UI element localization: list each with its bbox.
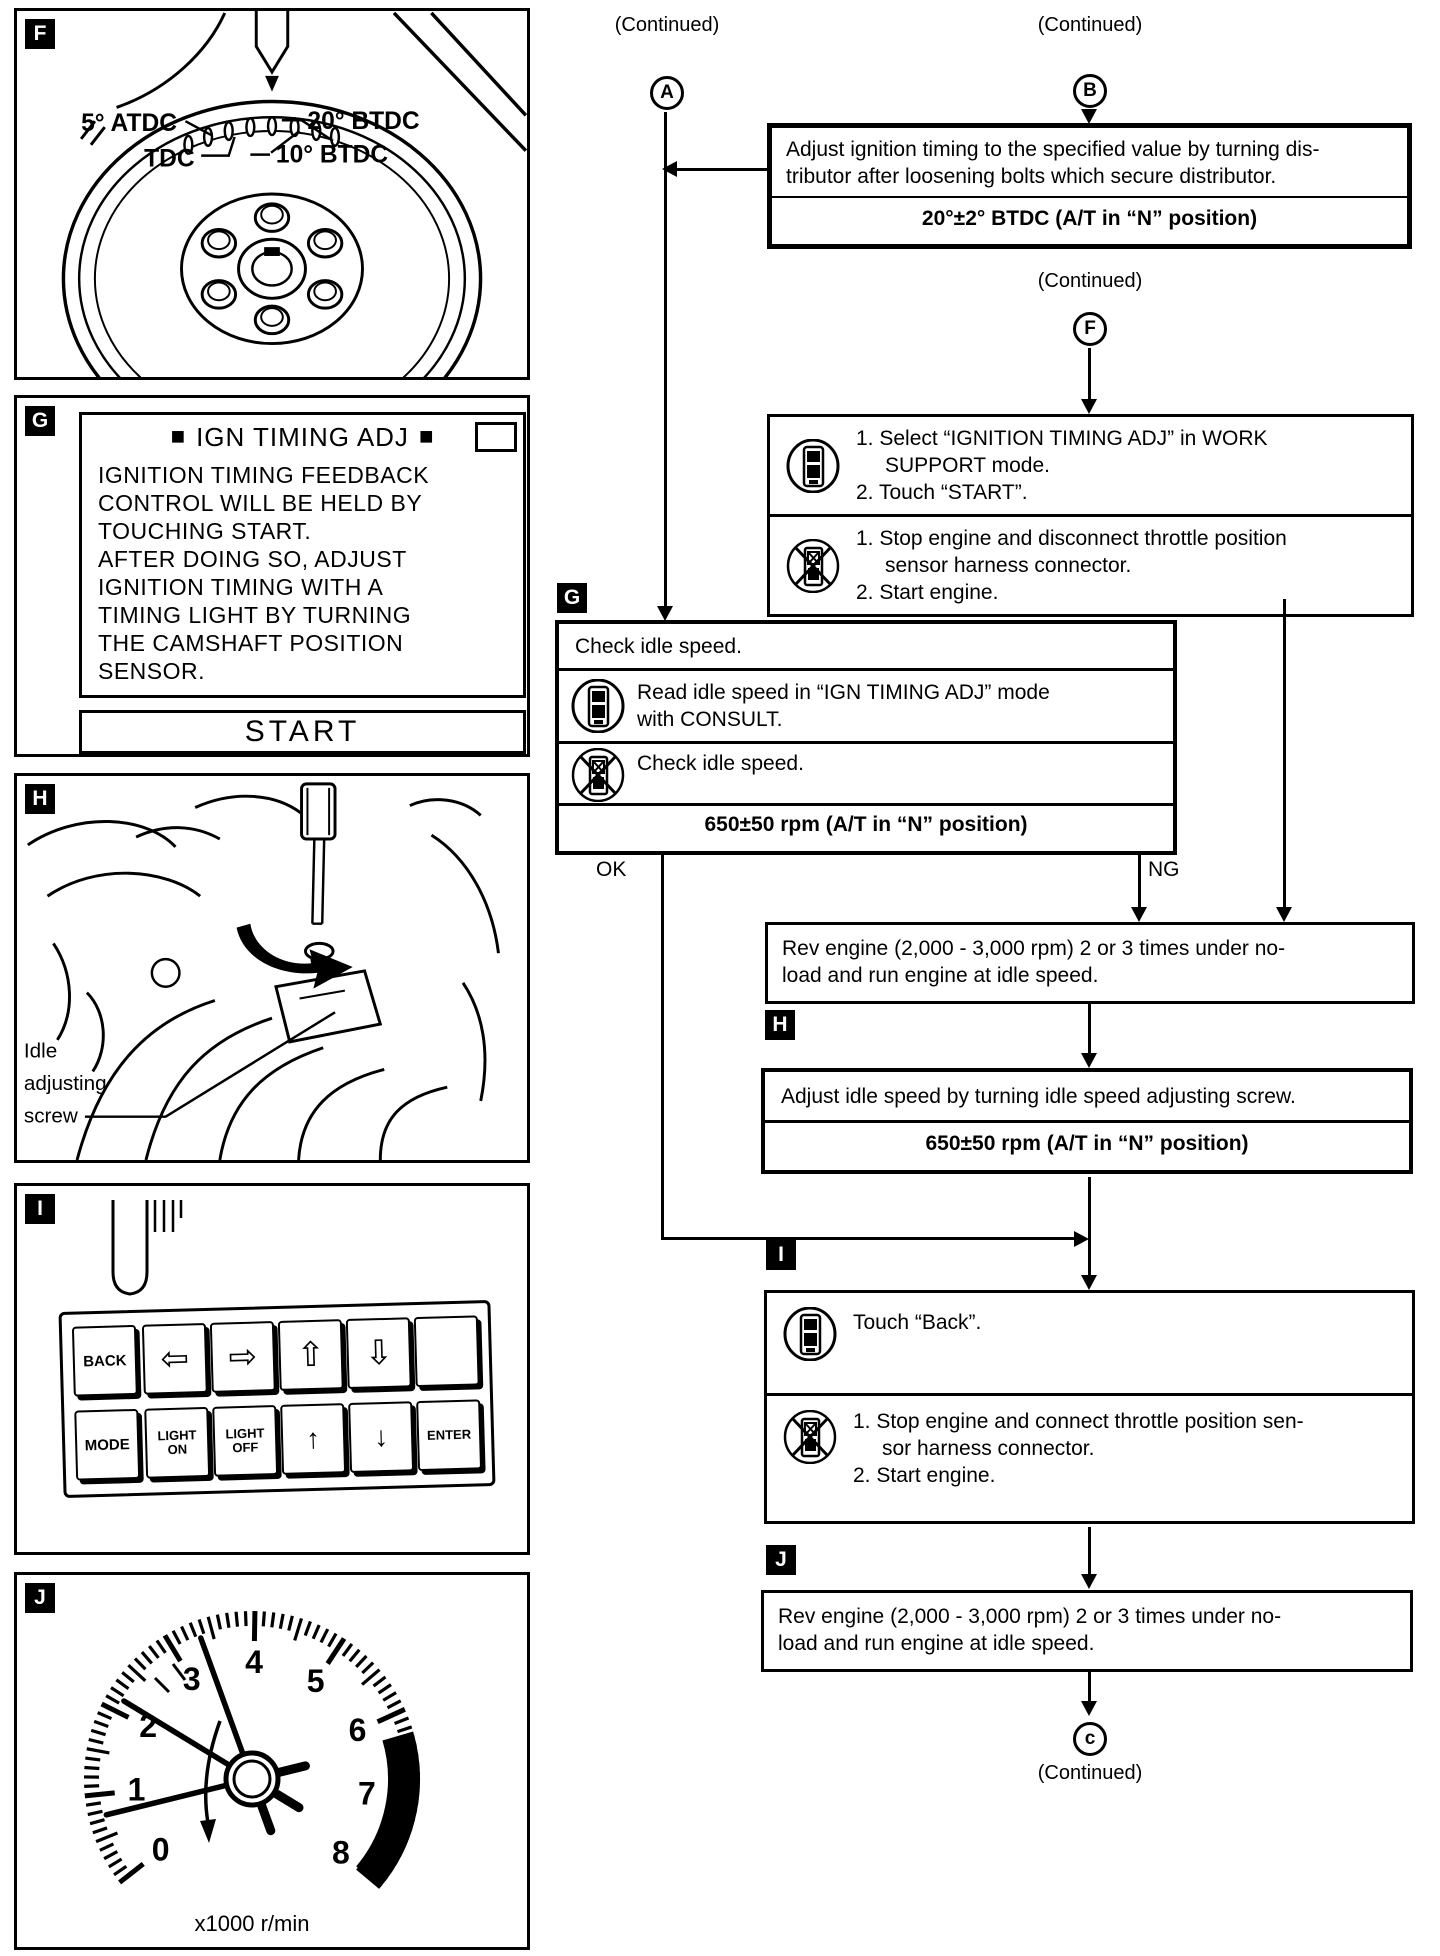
arrowhead — [1081, 109, 1097, 124]
connector-a: A — [650, 76, 684, 110]
svg-text:0: 0 — [151, 1831, 170, 1868]
box-text-line: tributor after loosening bolts which secure distributor. — [786, 165, 1277, 188]
panel-i-keypad — [14, 1183, 530, 1555]
line-ok-down — [661, 855, 664, 1239]
label-tdc: TDC — [144, 145, 195, 173]
line-down — [1088, 1672, 1091, 1702]
crank-pulley-illustration — [17, 11, 527, 377]
line-f-down — [1088, 348, 1091, 400]
idle-spec-value: 650±50 rpm (A/T in “N” position) — [704, 813, 1028, 836]
timing-pointer — [256, 11, 287, 72]
box-check-idle-speed — [555, 620, 1177, 855]
line-noconsult-to-rev — [1283, 599, 1286, 909]
svg-text:6: 6 — [348, 1711, 367, 1748]
consult-icon — [783, 1307, 837, 1361]
title-square-icon: ■ — [170, 423, 187, 450]
key-enter: ENTER — [416, 1399, 482, 1471]
callout-line: adjusting — [23, 1072, 107, 1096]
box-text-line: SUPPORT mode. — [885, 454, 1050, 477]
arrowhead — [1081, 1574, 1097, 1589]
key-arrow-up-icon: ⇧ — [278, 1319, 344, 1391]
no-consult-icon — [571, 748, 625, 802]
panel-tag-h: H — [25, 784, 55, 814]
panel-tag-i: I — [25, 1194, 55, 1224]
box-text-line: Check idle speed. — [637, 752, 804, 775]
screen-line: TIMING LIGHT BY TURNING — [98, 602, 412, 628]
no-consult-icon — [783, 1410, 837, 1464]
connector-b: B — [1073, 74, 1107, 108]
screen-line: AFTER DOING SO, ADJUST — [98, 546, 407, 572]
screen-line: IGNITION TIMING FEEDBACK — [98, 462, 430, 488]
key-light-off: LIGHT OFF — [212, 1405, 278, 1477]
screen-line: IGNITION TIMING WITH A — [98, 574, 384, 600]
screen-line: THE CAMSHAFT POSITION — [98, 630, 404, 656]
screen-line: TOUCHING START. — [98, 518, 312, 544]
box-rev-engine-1 — [765, 922, 1415, 1004]
title-square-icon: ■ — [418, 423, 435, 450]
key-blank — [414, 1315, 480, 1387]
box-text-line: Rev engine (2,000 - 3,000 rpm) 2 or 3 times under no- — [778, 1605, 1282, 1628]
screen-line: CONTROL WILL BE HELD BY — [98, 490, 423, 516]
callout-line: screw — [23, 1104, 78, 1128]
arrowhead — [1131, 907, 1147, 922]
flow-tag-j: J — [766, 1545, 796, 1575]
label-20-btdc: 20° BTDC — [307, 108, 420, 136]
box-text-line: 1. Stop engine and disconnect throttle position — [856, 527, 1287, 550]
consult-screen-title: ■ IGN TIMING ADJ ■ — [82, 415, 523, 459]
panel-g-consult-screen — [14, 395, 530, 757]
key-arrow-left-icon: ⇦ — [142, 1323, 208, 1395]
consult-icon — [786, 439, 840, 493]
arrowhead — [1276, 907, 1292, 922]
box-adjust-ignition-timing — [767, 123, 1412, 249]
continued-b-label: (Continued) — [1037, 14, 1143, 36]
start-button: START — [79, 710, 526, 754]
svg-text:7: 7 — [358, 1775, 376, 1812]
idle-spec-value: 650±50 rpm (A/T in “N” position) — [925, 1132, 1249, 1155]
box-text-line: sor harness connector. — [882, 1437, 1095, 1460]
panel-f-timing-marks — [14, 8, 530, 380]
line-down — [1088, 1004, 1091, 1054]
flow-tag-h: H — [765, 1010, 795, 1040]
key-light-on: LIGHT ON — [144, 1407, 210, 1479]
box-text-line: 1. Select “IGNITION TIMING ADJ” in WORK — [856, 427, 1268, 450]
consult-screen-body — [82, 459, 523, 685]
connector-c: c — [1073, 1722, 1107, 1756]
line-ok-across — [661, 1237, 1076, 1240]
svg-text:8: 8 — [331, 1834, 350, 1871]
line-a-down — [664, 112, 667, 608]
svg-text:4: 4 — [245, 1644, 263, 1681]
continued-a-label: (Continued) — [614, 14, 720, 36]
ng-label: NG — [1148, 858, 1180, 881]
label-10-btdc: 10° BTDC — [275, 141, 389, 169]
key-mode: MODE — [74, 1409, 140, 1481]
continued-f-label: (Continued) — [1037, 270, 1143, 292]
arrowhead — [1074, 1231, 1089, 1247]
key-down-icon: ↓ — [348, 1401, 414, 1473]
panel-j-tachometer — [14, 1572, 530, 1950]
connector-f: F — [1073, 312, 1107, 346]
consult-icon — [571, 679, 625, 733]
line-down — [1088, 1527, 1091, 1575]
box-text-line: with CONSULT. — [637, 708, 783, 731]
svg-text:5: 5 — [306, 1662, 325, 1699]
box-text-line: Adjust ignition timing to the specified value by turning dis- — [786, 138, 1320, 161]
callout-line: Idle — [23, 1039, 58, 1063]
box-touch-back — [764, 1290, 1415, 1524]
box-text-line: Touch “Back”. — [853, 1311, 982, 1334]
box-rev-engine-2 — [761, 1590, 1413, 1672]
panel-tag-f: F — [25, 19, 55, 49]
line-to-a — [676, 168, 767, 171]
consult-keypad — [58, 1300, 495, 1498]
line-down — [1088, 1177, 1091, 1276]
svg-text:3: 3 — [182, 1660, 201, 1697]
arrowhead — [1081, 1701, 1097, 1716]
arrowhead — [662, 161, 677, 177]
box-title: Check idle speed. — [575, 634, 742, 658]
no-consult-icon — [786, 539, 840, 593]
box-text-line: 2. Start engine. — [853, 1464, 996, 1487]
box-text-line: Rev engine (2,000 - 3,000 rpm) 2 or 3 times under no- — [782, 937, 1286, 960]
box-text-line: 2. Touch “START”. — [856, 481, 1028, 504]
box-text-line: Read idle speed in “IGN TIMING ADJ” mode — [637, 681, 1050, 704]
svg-text:2: 2 — [139, 1708, 158, 1745]
box-text-line: load and run engine at idle speed. — [778, 1632, 1095, 1655]
panel-tag-g: G — [25, 406, 55, 436]
continued-c-label: (Continued) — [1037, 1762, 1143, 1784]
ok-label: OK — [596, 858, 627, 881]
panel-h-engine — [14, 773, 530, 1163]
arrowhead — [1081, 1053, 1097, 1068]
box-text-line: 1. Stop engine and connect throttle position sen- — [853, 1410, 1304, 1433]
panel-tag-j: J — [25, 1583, 55, 1613]
box-adjust-idle-speed — [761, 1068, 1413, 1174]
tach-unit-label: x1000 r/min — [194, 1911, 310, 1936]
label-5-atdc: 5° ATDC — [81, 110, 177, 138]
flow-tag-i: I — [766, 1240, 796, 1270]
flow-tag-g: G — [557, 583, 587, 613]
box-select-ignition-timing-adj — [767, 414, 1414, 617]
svg-text:1: 1 — [127, 1771, 146, 1808]
key-up-icon: ↑ — [280, 1403, 346, 1475]
box-text-line: sensor harness connector. — [885, 554, 1132, 577]
box-text-line: 2. Start engine. — [856, 581, 999, 604]
arrowhead — [1081, 399, 1097, 414]
line-ng-down — [1138, 855, 1141, 909]
key-arrow-right-icon: ⇨ — [210, 1321, 276, 1393]
screen-checkbox — [475, 422, 517, 452]
screwdriver — [302, 784, 335, 924]
box-text-line: Adjust idle speed by turning idle speed adjusting screw. — [781, 1084, 1296, 1108]
arrowhead — [657, 606, 673, 621]
consult-screen — [79, 412, 526, 698]
screen-line: SENSOR. — [98, 658, 206, 684]
key-arrow-down-icon: ⇩ — [346, 1317, 412, 1389]
arrowhead — [1081, 1275, 1097, 1290]
timing-spec-value: 20°±2° BTDC (A/T in “N” position) — [772, 196, 1407, 244]
tachometer-illustration — [24, 1581, 520, 1943]
key-back: BACK — [72, 1325, 138, 1397]
box-text-line: load and run engine at idle speed. — [782, 964, 1099, 987]
engine-illustration — [17, 776, 527, 1160]
